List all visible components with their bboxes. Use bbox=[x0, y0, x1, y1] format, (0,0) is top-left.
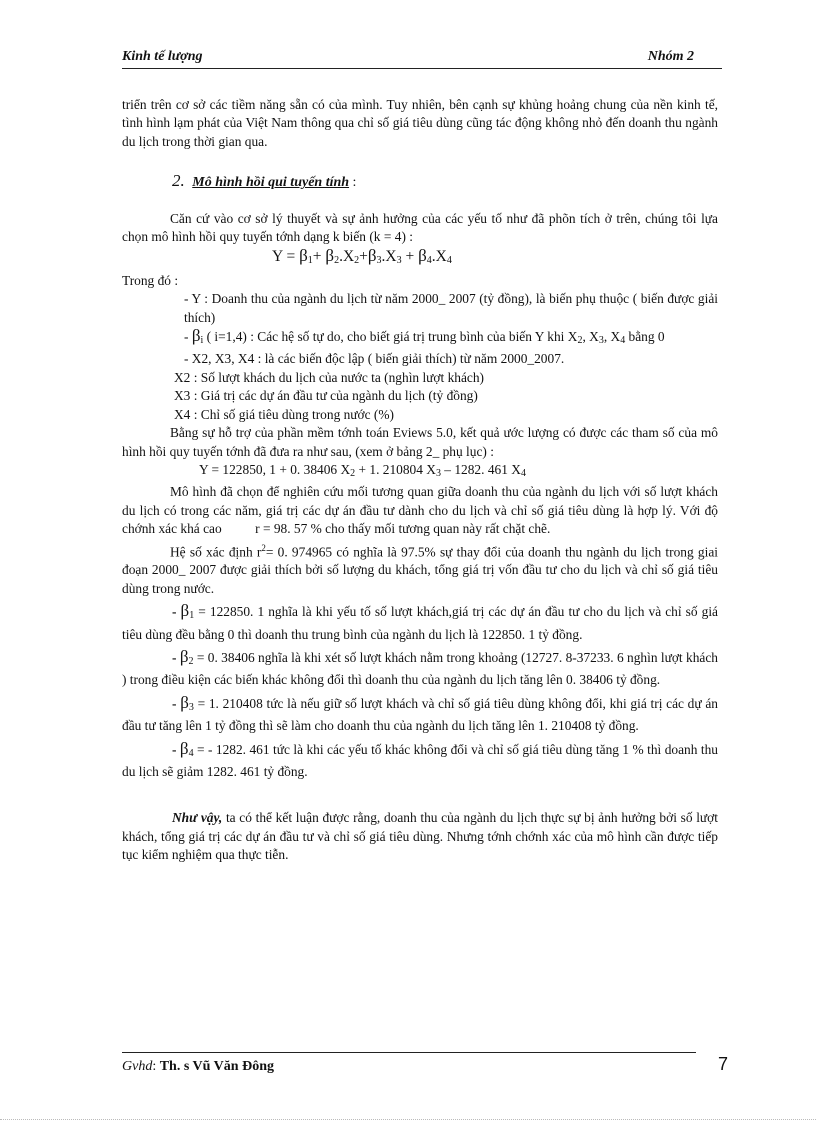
correlation-rest: cho thấy mối tương quan này rất chặt chẽ. bbox=[321, 521, 551, 537]
page-body bbox=[122, 96, 718, 865]
header-course-title: Kinh tế lượng bbox=[122, 49, 203, 64]
beta-symbol: β bbox=[418, 246, 427, 266]
x-subscript: 2 bbox=[354, 255, 360, 267]
page-footer bbox=[122, 1052, 696, 1074]
beta-subscript: 4 bbox=[426, 255, 432, 267]
beta-1-text: = 122850. 1 nghĩa là khi yếu tố số lượt khách,giá trị các dự án đầu tư cho du lịch và chỉ số giá tiêu dùng đều bằng 0 thì doanh thu trung bình của ngành du lịch là 122850. 1 tỷ đồng. bbox=[122, 604, 718, 642]
x-subscript: 3 bbox=[435, 467, 441, 479]
definition-x4: X4 : Chỉ số giá tiêu dùng trong nước (%) bbox=[174, 406, 395, 422]
r-squared-sup: 2 bbox=[261, 542, 266, 553]
intro-paragraph: triển trên cơ sở các tiềm năng sẵn có của mình. Tuy nhiên, bên cạnh sự khủng hoảng chung của nền kinh tế, tình hình lạm phát của Việt Nam thông qua chỉ số giá tiêu dùng cũng tác động không nhỏ đến doanh thu ngành du lịch trong thời gian qua. bbox=[122, 97, 718, 149]
dash: - bbox=[172, 604, 181, 620]
beta-subscript: 1 bbox=[307, 255, 313, 267]
x-subscript: 3 bbox=[396, 255, 402, 267]
beta-3-text: = 1. 210408 tức là nếu giữ số lượt khách và chỉ số giá tiêu dùng không đổi, khi giá trị các dự án đầu tư tăng lên 1 tỷ đồng thì sẽ làm cho doanh thu của ngành du lịch tăng lên 1. 210408 tỷ đồng. bbox=[122, 695, 718, 734]
beta-symbol: β bbox=[325, 246, 335, 266]
beta-subscript: 4 bbox=[188, 747, 194, 759]
footer-label: Gvhd bbox=[122, 1059, 153, 1074]
eq-x-term: .X bbox=[381, 248, 397, 266]
x-subscript: 2 bbox=[350, 467, 356, 479]
x-subscript: 3 bbox=[598, 335, 604, 347]
r-squared-text: = 0. 974965 có nghĩa là 97.5% sự thay đổi của doanh thu ngành du lịch trong giai đoạn 2000_ 2007 được giải thích bởi số lượng du khách, tổng giá trị vốn đầu tư cho du lịch và chỉ số giá tiêu dùng trong nước. bbox=[122, 544, 718, 596]
estimated-equation-part: – 1282. 461 X bbox=[440, 461, 521, 477]
beta-symbol: β bbox=[367, 246, 377, 266]
footer-supervisor bbox=[122, 1059, 274, 1075]
dash: - bbox=[172, 695, 181, 711]
beta-4-paragraph bbox=[122, 740, 718, 782]
dash: - bbox=[172, 650, 180, 666]
definition-beta-text: , X bbox=[582, 329, 599, 345]
correlation-r-value: r = 98. 57 % bbox=[255, 521, 322, 537]
where-label: Trong đó : bbox=[122, 272, 179, 288]
definition-beta-text: bằng 0 bbox=[625, 329, 665, 345]
beta-2-text: = 0. 38406 nghĩa là khi xét số lượt khách nằm trong khoảng (12727. 8-37233. 6 nghìn lượt khách ) trong điều kiện các biến khác không đổi thì doanh thu của ngành du lịch tăng lên 0. 38406 tỷ đồng. bbox=[122, 650, 718, 688]
beta-1-paragraph bbox=[122, 602, 718, 644]
definition-beta-text: ( i=1,4) : Các hệ số tự do, cho biết giá trị trung bình của biến Y khi X bbox=[203, 329, 578, 345]
beta-symbol: β bbox=[180, 601, 190, 621]
estimated-equation-part: Y = 122850, 1 + 0. 38406 X bbox=[199, 461, 351, 477]
estimated-equation-part: + 1. 210804 X bbox=[355, 461, 436, 477]
eviews-paragraph: Bằng sự hỗ trợ của phần mềm tớnh toán Eviews 5.0, kết quả ước lượng có được các tham số của mô hình hồi quy tuyến tớnh đã đưa ra như sau, (xem ở bảng 2_ phụ lục) : bbox=[122, 425, 718, 459]
section-title: Mô hình hồi qui tuyến tính bbox=[192, 175, 350, 191]
definition-x3: X3 : Giá trị các dự án đầu tư của ngành du lịch (tỷ đồng) bbox=[174, 388, 478, 404]
correlation-paragraph bbox=[122, 483, 718, 538]
eq-x-term: .X bbox=[339, 248, 355, 266]
page-number: 7 bbox=[718, 1054, 729, 1074]
beta-symbol: β bbox=[180, 692, 189, 712]
definition-x2: X2 : Số lượt khách du lịch của nước ta (nghìn lượt khách) bbox=[174, 369, 485, 385]
eq-plus: + bbox=[359, 248, 368, 266]
beta-3-paragraph bbox=[122, 694, 718, 736]
section-number: 2. bbox=[172, 171, 185, 191]
beta-subscript: i bbox=[200, 335, 204, 347]
beta-4-text: = - 1282. 461 tức là khi các yếu tố khác không đổi và chỉ số giá tiêu dùng tăng 1 % thì doanh thu du lịch sẽ giảm 1282. 461 tỷ đồng. bbox=[122, 741, 718, 780]
model-equation bbox=[122, 247, 718, 270]
definition-beta-text: , X bbox=[603, 329, 621, 345]
dash: - bbox=[172, 741, 180, 757]
beta-symbol: β bbox=[179, 647, 189, 667]
page-edge-divider bbox=[0, 1119, 816, 1120]
beta-subscript: 2 bbox=[334, 255, 340, 267]
beta-subscript: 3 bbox=[376, 255, 382, 267]
eq-y: Y = bbox=[272, 248, 296, 266]
r-squared-label: Hệ số xác định r bbox=[170, 544, 262, 559]
definition-x: - X2, X3, X4 : là các biến độc lập ( biến giải thích) từ năm 2000_2007. bbox=[184, 351, 565, 367]
correlation-text: Mô hình đã chọn để nghiên cứu mối tương quan giữa doanh thu của ngành du lịch với số lượt khách du lịch có trong các năm, giá trị các dự án đầu tư dành cho du lịch và chỉ số giá tiêu dùng là hợp lý. Với độ chớnh xác khá cao bbox=[122, 484, 718, 537]
section-colon: : bbox=[352, 175, 357, 191]
conclusion-lead: Như vậy, bbox=[172, 810, 223, 826]
beta-subscript: 3 bbox=[188, 701, 194, 713]
definition-y: - Y : Doanh thu của ngành du lịch từ năm 2000_ 2007 (tỷ đồng), là biến phụ thuộc ( biến được giải thích) bbox=[184, 291, 718, 325]
conclusion-text: ta có thể kết luận được rằng, doanh thu của ngành du lịch thực sự bị ảnh hưởng bởi số lượt khách, tổng giá trị các dự án đầu tư và chỉ số giá tiêu dùng. Nhưng tớnh chớnh xác của mô hình cần được tiếp tục kiểm nghiệm qua thực tiễn. bbox=[122, 810, 718, 863]
r-squared-paragraph bbox=[122, 539, 718, 599]
model-intro: Căn cứ vào cơ sở lý thuyết và sự ảnh hưởng của các yếu tố như đã phõn tích ở trên, chúng tôi lựa chọn mô hình hồi quy tuyến tớnh dạng k biến (k = 4) : bbox=[122, 210, 718, 245]
eq-plus: + bbox=[405, 248, 415, 266]
beta-symbol: β bbox=[191, 326, 201, 346]
x-subscript: 4 bbox=[446, 255, 452, 267]
eq-x-term: .X bbox=[431, 248, 447, 266]
x-subscript: 2 bbox=[577, 335, 583, 347]
x-subscript: 4 bbox=[520, 467, 526, 479]
footer-supervisor-name: Th. s Vũ Văn Đông bbox=[159, 1059, 274, 1074]
eq-plus: + bbox=[312, 248, 322, 266]
beta-symbol: β bbox=[179, 738, 189, 758]
section-heading bbox=[172, 172, 718, 192]
header-group-name: Nhóm 2 bbox=[647, 49, 694, 64]
beta-subscript: 2 bbox=[188, 656, 194, 668]
dash: - bbox=[184, 329, 192, 345]
estimated-equation bbox=[122, 461, 718, 483]
x-subscript: 4 bbox=[620, 335, 626, 347]
page-header bbox=[122, 48, 722, 69]
conclusion-paragraph bbox=[122, 809, 718, 864]
beta-subscript: 1 bbox=[189, 610, 195, 622]
footer-separator: : bbox=[152, 1059, 160, 1074]
beta-symbol: β bbox=[299, 246, 308, 266]
beta-2-paragraph bbox=[122, 648, 718, 690]
definition-beta bbox=[122, 327, 718, 350]
